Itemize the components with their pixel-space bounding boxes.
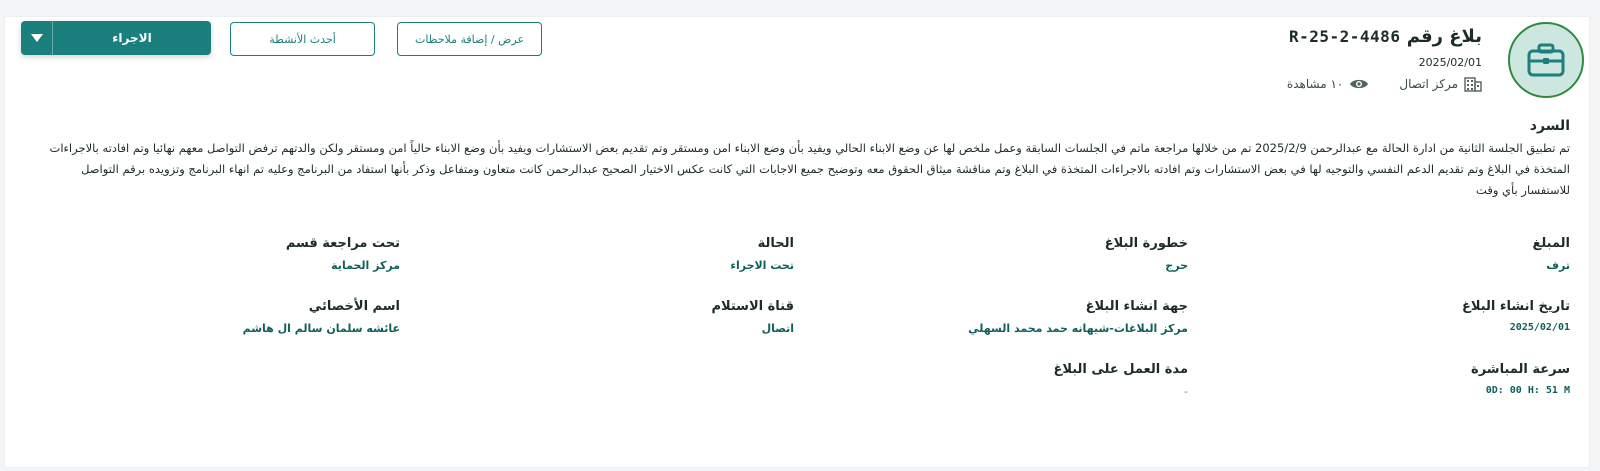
- report-views-count: ١٠ مشاهدة: [1286, 77, 1344, 91]
- action-split-button: [21, 21, 211, 55]
- caret-down-icon: [30, 33, 44, 43]
- field-created-date-value: 2025/02/01: [1509, 322, 1570, 333]
- narrative-text: تم تطبيق الجلسة الثانية من ادارة الحالة مع عبدالرحمن 2025/2/9 تم من خلالها مراجعة ماتم في الجلسات السابقة وعمل ملخص لها عن وضع الابناء الحالي ويفيد بأن وضع الابناء امن ومستقر وتم تقديم بعض الاستشارات ويفيد بأن وضع الابناء حالياً امن ومستقر ولكن والدتهم ترفض التواصل معهم نهائيا وتم افادته بالاجراءات المتخذة في البلاغ وتم تقديم الدعم النفسي والتوجيه لها في بعض الاستشارات وتم افادته بالاجراءات المتخذة في البلاغ وتم مناقشة ميثاق الحقوق معه وتوضيح جميع الاجابات التي كانت عكس الاختيار الصحيح عبدالرحمن كانت متعاون ومتفاعل وذكر بأنها استفاد من البرنامج وعليه تم انهاء البرنامج وتزويده برقم التواصل للاستفسار بأي وقت: [49, 141, 1570, 197]
- report-views: [1287, 77, 1369, 91]
- field-department: [286, 236, 400, 272]
- field-created-date-label: تاريخ انشاء البلاغ: [1461, 299, 1570, 314]
- field-channel-value: اتصال: [761, 322, 794, 335]
- field-speed: [1471, 362, 1570, 396]
- report-date: 2025/02/01: [1418, 56, 1482, 69]
- field-reporter-label: المبلغ: [1532, 236, 1570, 251]
- latest-activities-button[interactable]: أحدث الأنشطة: [230, 22, 375, 56]
- action-button[interactable]: الاجراء: [112, 31, 152, 45]
- field-duration-label: مدة العمل على البلاغ: [1053, 362, 1188, 377]
- field-created-date: [1462, 299, 1570, 333]
- field-department-value: مركز الحماية: [331, 259, 400, 272]
- report-source: [1399, 76, 1482, 92]
- field-channel-label: قناة الاستلام: [711, 299, 794, 314]
- narrative-label: السرد: [1529, 118, 1570, 134]
- briefcase-icon: [1527, 43, 1565, 77]
- field-creator: [968, 299, 1188, 335]
- field-status: [730, 236, 794, 272]
- field-status-label: الحالة: [757, 236, 794, 251]
- field-reporter: [1532, 236, 1570, 272]
- field-speed-label: سرعة المباشرة: [1471, 362, 1570, 377]
- field-channel: [711, 299, 794, 335]
- field-severity-value: حرج: [1165, 259, 1188, 272]
- action-dropdown-toggle[interactable]: [21, 21, 53, 55]
- eye-icon: [1349, 77, 1369, 91]
- field-speed-value: 0D: 00 H: 51 M: [1485, 385, 1570, 396]
- field-status-value: تحت الاجراء: [730, 259, 794, 272]
- report-title: [1289, 26, 1482, 47]
- field-specialist: [243, 299, 400, 335]
- report-source-label: مركز اتصال: [1399, 77, 1458, 91]
- field-department-label: تحت مراجعة قسم: [285, 236, 400, 251]
- report-number: R-25-2-4486: [1288, 27, 1401, 46]
- field-creator-value: مركز البلاغات-شيهانه حمد محمد السهلي: [968, 322, 1188, 335]
- report-title-prefix: بلاغ رقم: [1406, 26, 1482, 47]
- field-duration: [1053, 362, 1188, 398]
- report-avatar: [1508, 22, 1584, 98]
- field-specialist-value: عائشه سلمان سالم ال هاشم: [242, 322, 400, 335]
- field-severity: [1105, 236, 1188, 272]
- field-severity-label: خطورة البلاغ: [1104, 236, 1188, 251]
- field-creator-label: جهة انشاء البلاغ: [1085, 299, 1188, 314]
- building-icon: [1464, 76, 1482, 92]
- add-notes-button[interactable]: عرض / إضافة ملاحظات: [397, 22, 542, 56]
- field-duration-value: -: [1184, 385, 1188, 398]
- report-meta: [1287, 76, 1482, 92]
- field-specialist-label: اسم الأخصائي: [308, 299, 400, 314]
- field-reporter-value: ترف: [1546, 259, 1570, 272]
